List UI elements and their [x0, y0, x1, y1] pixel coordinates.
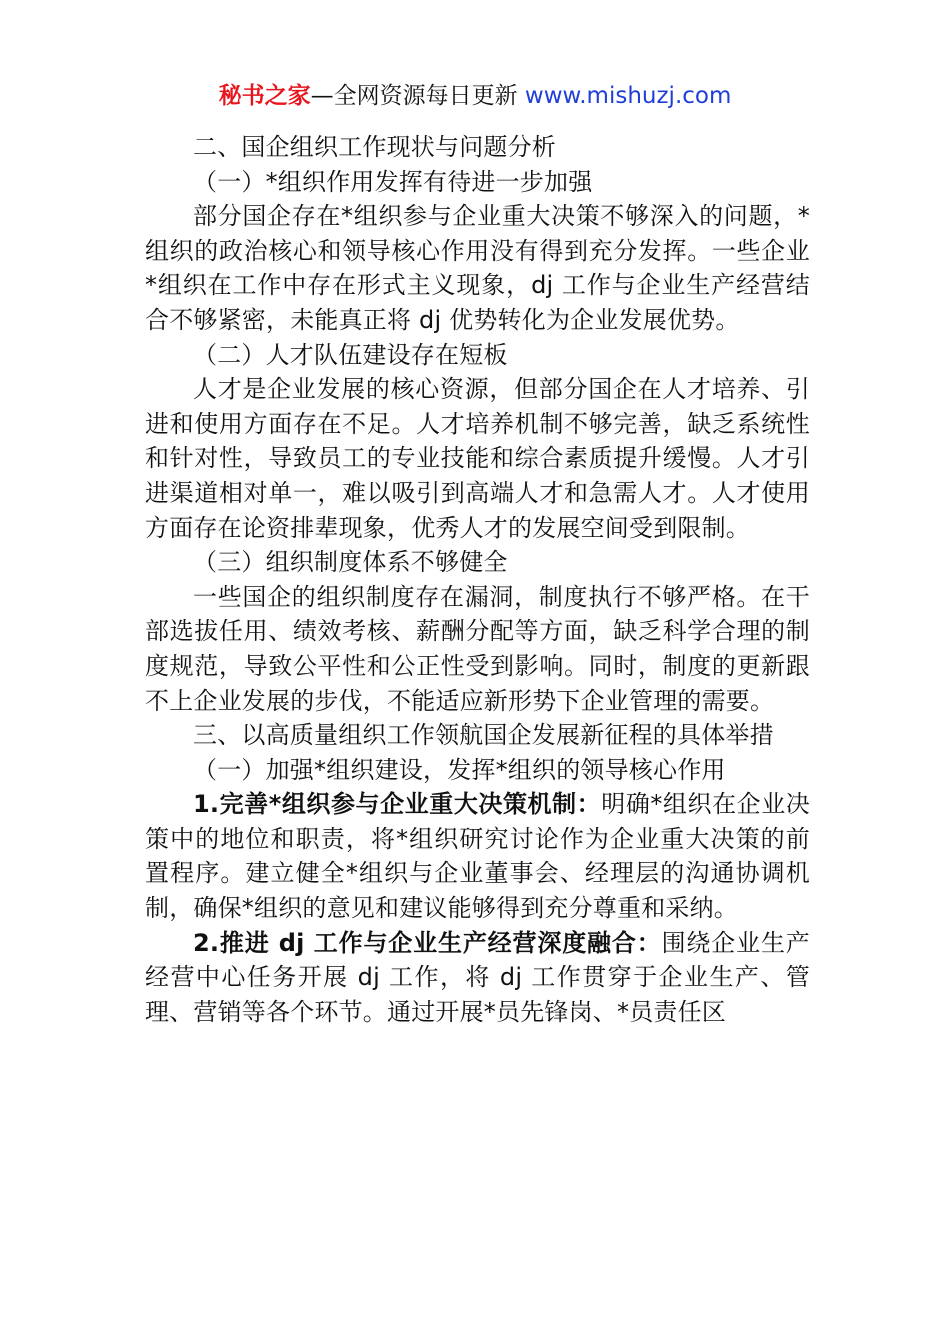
- section-2-2-paragraph: 人才是企业发展的核心资源，但部分国企在人才培养、引进和使用方面存在不足。人才培养机制不够完善，缺乏系统性和针对性，导致员工的专业技能和综合素质提升缓慢。人才引进渠道相对单一，难以吸引到高端人才和急需人才。人才使用方面存在论资排辈现象，优秀人才的发展空间受到限制。: [145, 375, 810, 542]
- section-2-1-paragraph: 部分国企存在*组织参与企业重大决策不够深入的问题，*组织的政治核心和领导核心作用没有得到充分发挥。一些企业*组织在工作中存在形式主义现象，dj 工作与企业生产经营结合不够紧密，未能真正将 dj 优势转化为企业发展优势。: [145, 202, 810, 334]
- page-header: [0, 80, 950, 112]
- item-1-paragraph: [145, 787, 810, 925]
- item-2-lead: 2.推进 dj 工作与企业生产经营深度融合：: [193, 928, 662, 957]
- header-slogan: —全网资源每日更新: [310, 83, 525, 109]
- item-1-lead: 1.完善*组织参与企业重大决策机制：: [193, 790, 602, 819]
- item-2-paragraph: [145, 926, 810, 1030]
- document-body: [145, 130, 810, 1029]
- brand-name: 秘书之家: [218, 83, 311, 109]
- section-2-1-title: （一）*组织作用发挥有待进一步加强: [193, 167, 593, 196]
- section-2-3-paragraph: 一些国企的组织制度存在漏洞，制度执行不够严格。在干部选拔任用、绩效考核、薪酬分配等方面，缺乏科学合理的制度规范，导致公平性和公正性受到影响。同时，制度的更新跟不上企业发展的步伐，不能适应新形势下企业管理的需要。: [145, 582, 810, 715]
- item-1-body: 明确*组织在企业决策中的地位和职责，将*组织研究讨论作为企业重大决策的前置程序。建立健全*组织与企业董事会、经理层的沟通协调机制，确保*组织的意见和建议能够得到充分尊重和采纳。: [145, 790, 810, 923]
- section-3-title: 三、以高质量组织工作领航国企发展新征程的具体举措: [193, 721, 774, 750]
- item-2-body: 围绕企业生产经营中心任务开展 dj 工作，将 dj 工作贯穿于企业生产、管理、营销等各个环节。通过开展*员先锋岗、*员责任区: [145, 928, 810, 1026]
- section-2-title: 二、国企组织工作现状与问题分析: [193, 133, 556, 161]
- section-3-1-title: （一）加强*组织建设，发挥*组织的领导核心作用: [193, 755, 726, 784]
- section-2-3-title: （三）组织制度体系不够健全: [193, 548, 508, 577]
- header-url[interactable]: www.mishuzj.com: [524, 83, 732, 109]
- section-2-2-title: （二）人才队伍建设存在短板: [193, 340, 508, 369]
